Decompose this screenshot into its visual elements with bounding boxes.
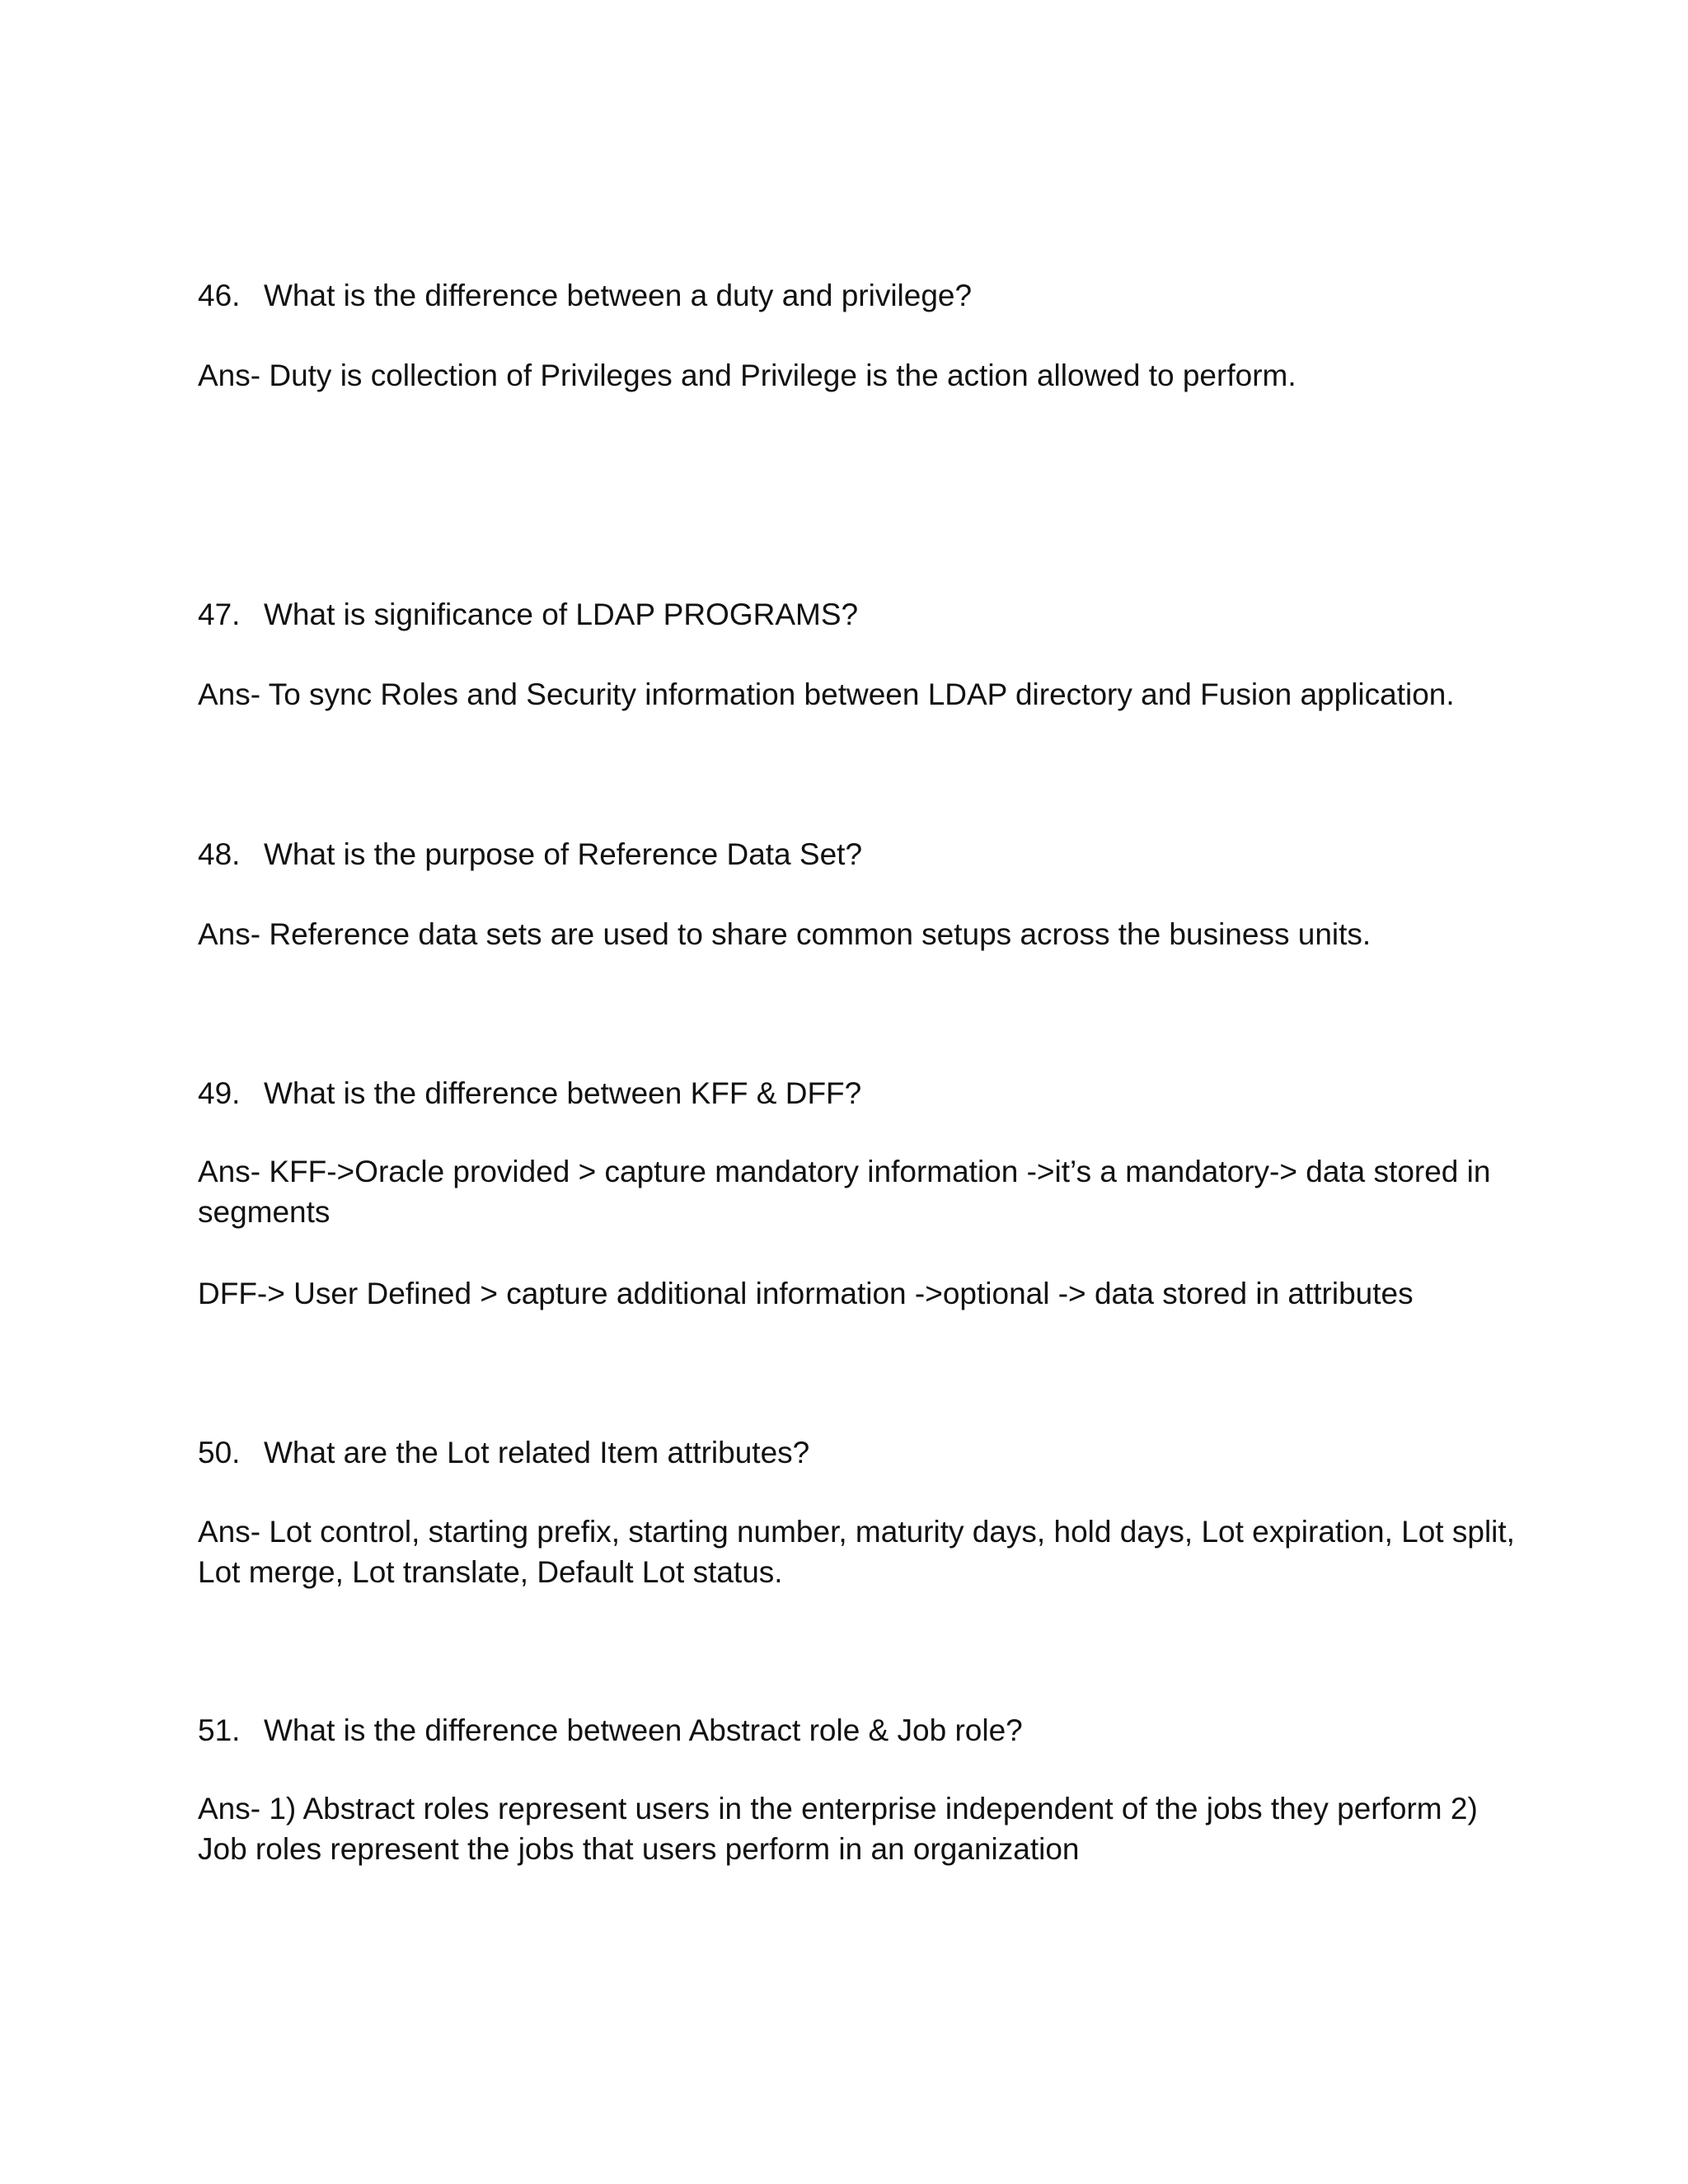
question-text: What is the difference between Abstract role & Job role?	[264, 1713, 1023, 1747]
question-46	[198, 275, 1517, 316]
question-number: 48.	[198, 837, 241, 871]
question-number: 49.	[198, 1076, 241, 1110]
question-text: What is the difference between a duty and privilege?	[264, 279, 973, 312]
question-number: 51.	[198, 1713, 241, 1747]
answer-49-dff: DFF-> User Defined > capture additional information ->optional -> data stored in attributes	[198, 1277, 1414, 1310]
question-number: 50.	[198, 1436, 241, 1469]
answer-48: Ans- Reference data sets are used to share common setups across the business units.	[198, 917, 1372, 951]
answer-51: Ans- 1) Abstract roles represent users in the enterprise independent of the jobs they perform 2) Job roles represent the jobs that users perform in an organization	[198, 1792, 1478, 1866]
question-text: What is the purpose of Reference Data Set?	[264, 837, 863, 871]
question-51	[198, 1710, 1517, 1750]
answer-47: Ans- To sync Roles and Security information between LDAP directory and Fusion application.	[198, 677, 1455, 711]
question-number: 46.	[198, 279, 241, 312]
question-text: What are the Lot related Item attributes?	[264, 1436, 810, 1469]
answer-49: Ans- KFF->Oracle provided > capture mandatory information ->it’s a mandatory-> data stored in segments	[198, 1155, 1491, 1229]
answer-46: Ans- Duty is collection of Privileges and Privilege is the action allowed to perform.	[198, 359, 1296, 392]
question-49	[198, 1073, 1517, 1113]
answer-50: Ans- Lot control, starting prefix, starting number, maturity days, hold days, Lot expiration, Lot split, Lot merge, Lot translate, Default Lot status.	[198, 1515, 1515, 1589]
question-50	[198, 1432, 1517, 1473]
question-text: What is the difference between KFF & DFF?	[264, 1076, 862, 1110]
question-text: What is significance of LDAP PROGRAMS?	[264, 598, 859, 631]
question-48	[198, 834, 1517, 874]
question-47	[198, 594, 1517, 635]
question-number: 47.	[198, 598, 241, 631]
